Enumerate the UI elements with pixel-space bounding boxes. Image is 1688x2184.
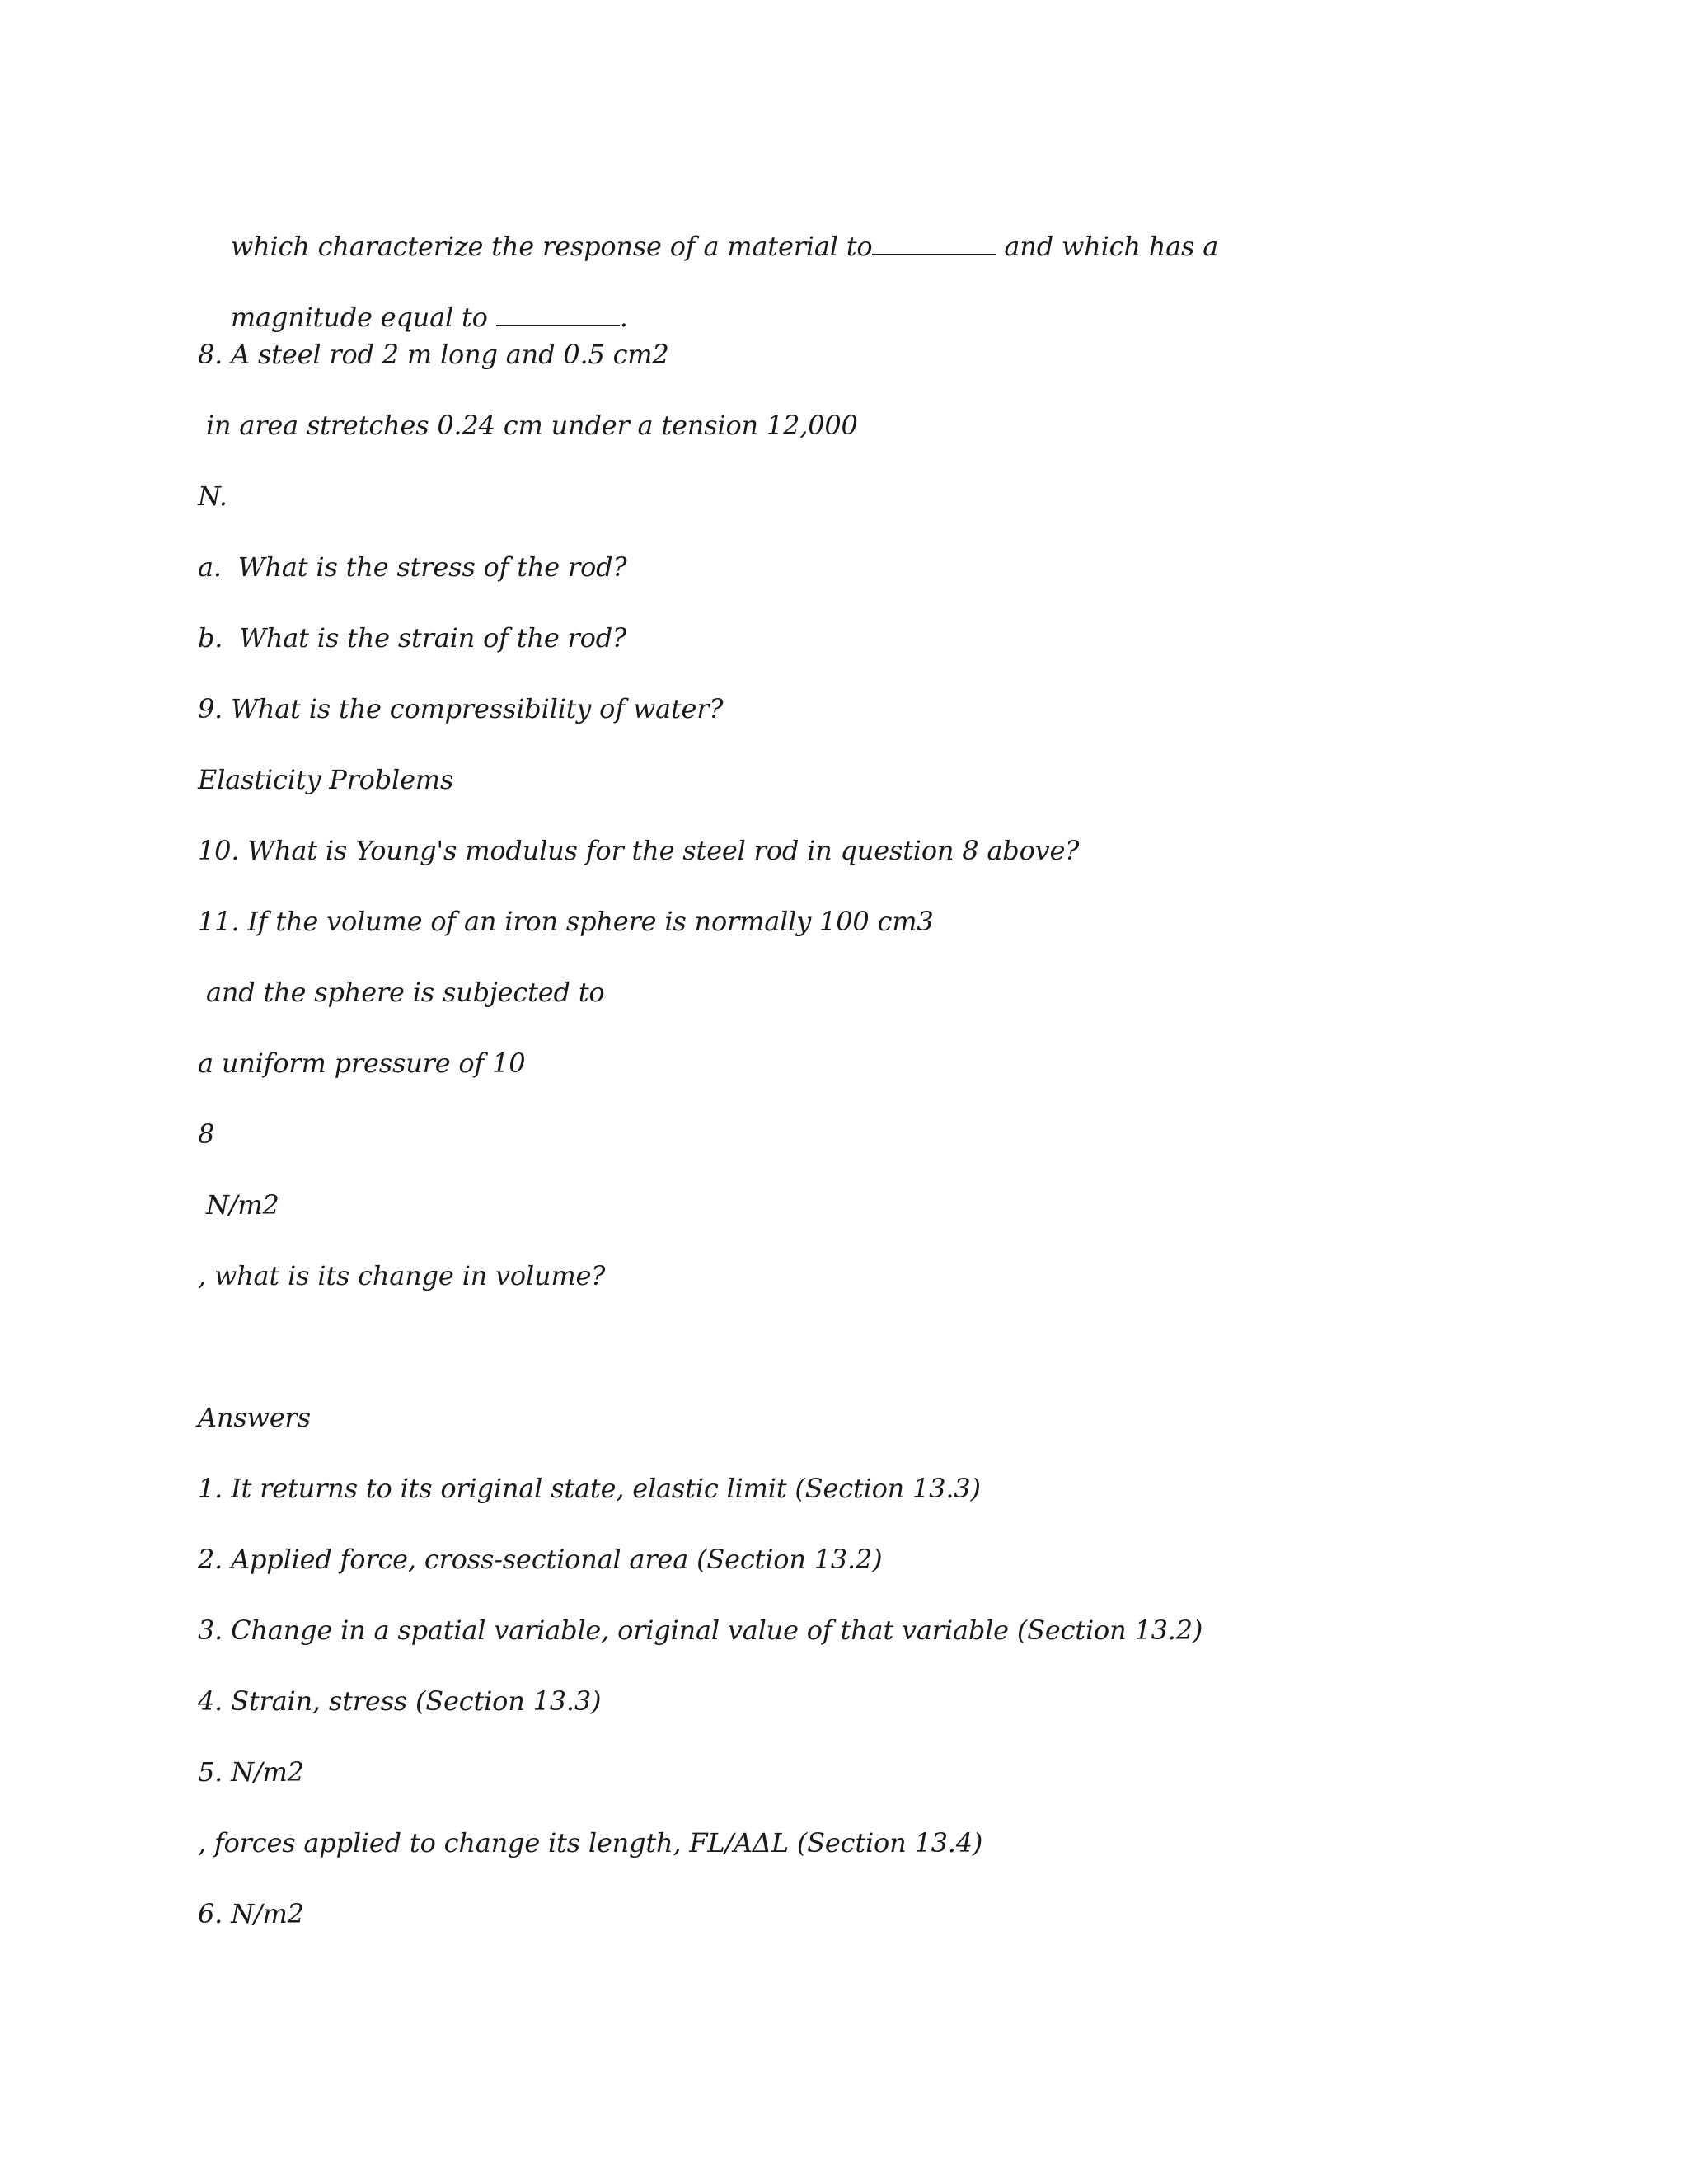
question-10: 10. What is Young's modulus for the steel rod in question 8 above? (198, 835, 1080, 866)
answer-6: 6. N/m2 (198, 1898, 304, 1929)
section-heading-answers: Answers (198, 1402, 311, 1433)
question-8b: b. What is the strain of the rod? (198, 622, 626, 654)
question-8a: a. What is the stress of the rod? (198, 551, 627, 583)
question-8-line-2: in area stretches 0.24 cm under a tension 12,000 (198, 410, 858, 441)
question-11-line-3: a uniform pressure of 10 (198, 1047, 526, 1079)
question-8-line-1: 8. A steel rod 2 m long and 0.5 cm2 (198, 339, 669, 370)
answer-1: 1. It returns to its original state, elastic limit (Section 13.3) (198, 1473, 981, 1504)
text-segment: magnitude equal to (230, 302, 496, 333)
text-segment: and which has a (996, 231, 1219, 262)
answer-5-line-1: 5. N/m2 (198, 1756, 304, 1788)
text-segment: which characterize the response of a material to (230, 231, 873, 262)
question-8-line-3: N. (198, 480, 227, 512)
question-11-line-5: N/m2 (198, 1189, 279, 1221)
section-heading-elasticity-problems: Elasticity Problems (198, 764, 454, 795)
question-11-line-6: , what is its change in volume? (198, 1260, 606, 1291)
question-9: 9. What is the compressibility of water? (198, 693, 724, 724)
fill-in-blank (872, 229, 996, 255)
answer-4: 4. Strain, stress (Section 13.3) (198, 1685, 602, 1717)
text-segment: . (619, 302, 628, 333)
answer-5-line-2: , forces applied to change its length, FL/AΔL (Section 13.4) (198, 1827, 983, 1858)
question-11-line-4: 8 (198, 1118, 215, 1150)
question-11-line-1: 11. If the volume of an iron sphere is normally 100 cm3 (198, 906, 934, 937)
question-11-line-2: and the sphere is subjected to (198, 977, 605, 1008)
answer-2: 2. Applied force, cross-sectional area (Section 13.2) (198, 1544, 883, 1575)
answer-3: 3. Change in a spatial variable, original value of that variable (Section 13.2) (198, 1615, 1203, 1646)
fill-in-blank (496, 300, 620, 326)
